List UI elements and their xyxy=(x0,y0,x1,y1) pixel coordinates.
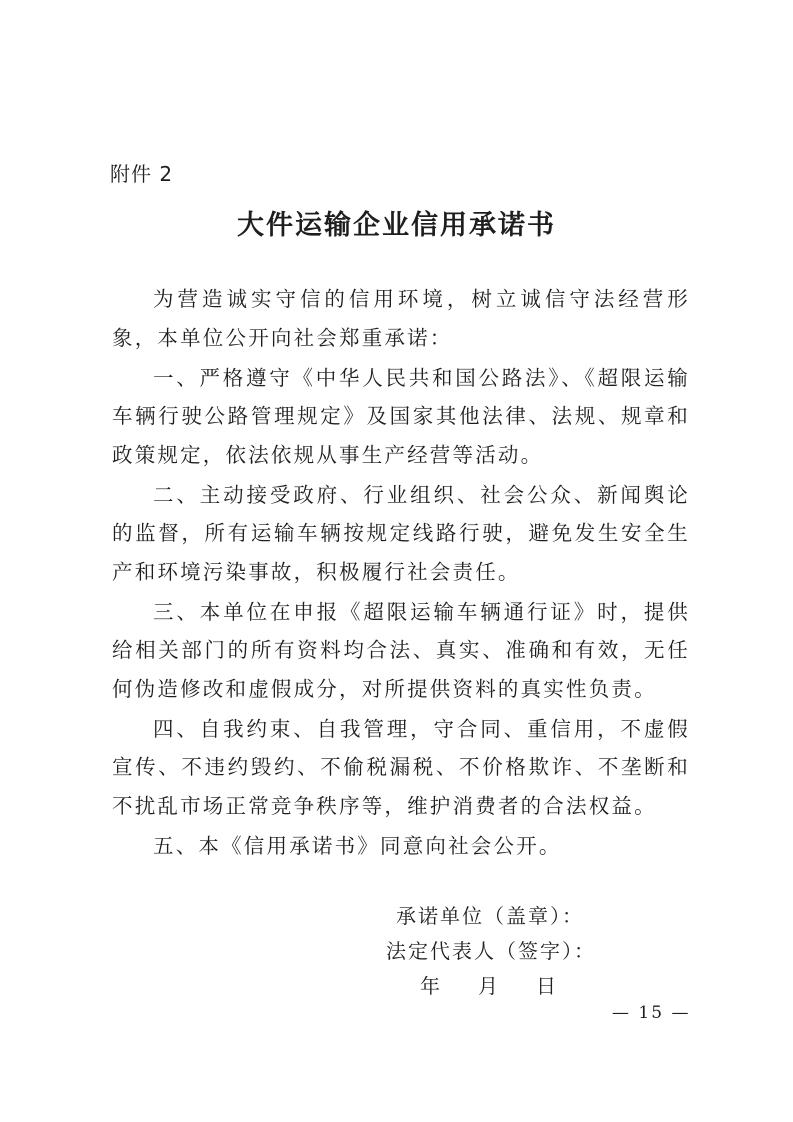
date-year-label: 年 xyxy=(420,974,442,998)
attachment-label: 附件 2 xyxy=(110,162,174,186)
paragraph-intro: 为营造诚实守信的信用环境，树立诚信守法经营形象，本单位公开向社会郑重承诺： xyxy=(112,287,690,350)
date-day-label: 日 xyxy=(536,974,558,998)
signature-representative-line: 法定代表人（签字）： xyxy=(386,939,596,963)
paragraph-item-1: 一、严格遵守《中华人民共和国公路法》、《超限运输车辆行驶公路管理规定》及国家其他法律、法规、规章和政策规定，依法依规从事生产经营等活动。 xyxy=(112,365,690,467)
document-title: 大件运输企业信用承诺书 xyxy=(237,210,556,241)
page-number: — 15 — xyxy=(612,1003,691,1023)
signature-unit-line: 承诺单位（盖章）： xyxy=(396,904,584,928)
paragraph-item-2: 二、主动接受政府、行业组织、社会公众、新闻舆论的监督，所有运输车辆按规定线路行驶，避免发生安全生产和环境污染事故，积极履行社会责任。 xyxy=(112,482,690,584)
date-month-label: 月 xyxy=(478,974,500,998)
signature-date-line xyxy=(420,970,558,999)
commitment-body xyxy=(112,280,690,867)
paragraph-item-5: 五、本《信用承诺书》同意向社会公开。 xyxy=(153,833,562,858)
paragraph-item-4: 四、自我约束、自我管理，守合同、重信用，不虚假宣传、不违约毁约、不偷税漏税、不价格欺诈、不垄断和不扰乱市场正常竞争秩序等，维护消费者的合法权益。 xyxy=(112,716,690,818)
paragraph-item-3: 三、本单位在申报《超限运输车辆通行证》时，提供给相关部门的所有资料均合法、真实、准确和有效，无任何伪造修改和虚假成分，对所提供资料的真实性负责。 xyxy=(112,599,690,701)
